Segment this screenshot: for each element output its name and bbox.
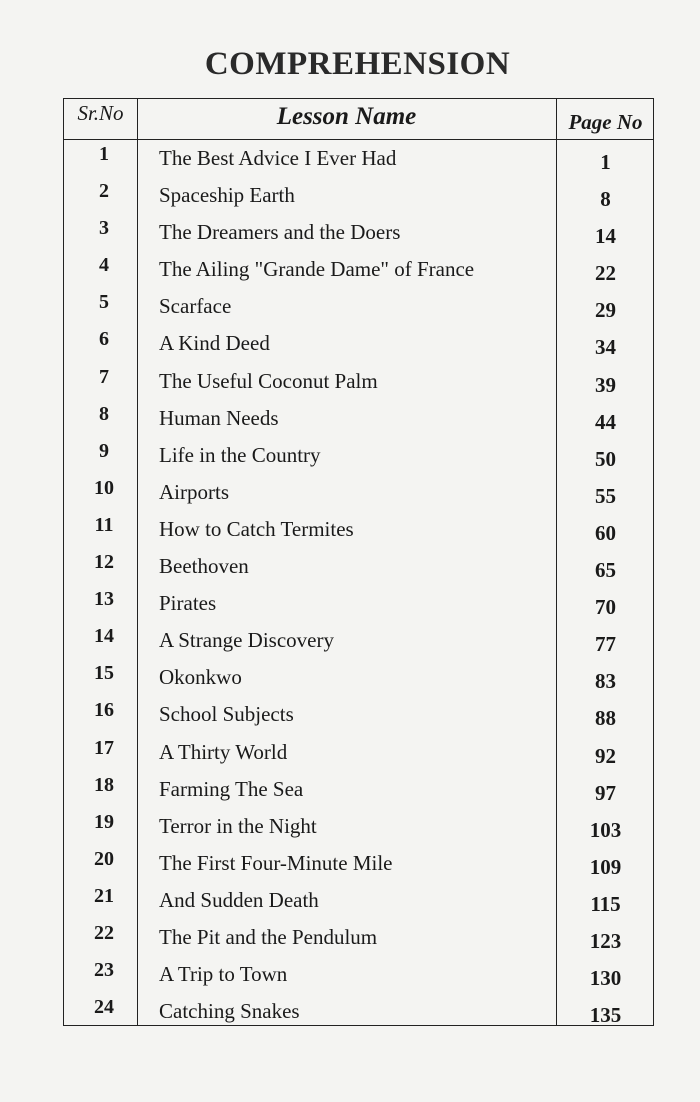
sr-no-cell: 24 bbox=[94, 996, 114, 1019]
table-row bbox=[64, 772, 653, 809]
sr-no-cell: 6 bbox=[99, 328, 109, 351]
table-row bbox=[64, 364, 653, 401]
table-row bbox=[64, 735, 653, 772]
page-no-cell: 29 bbox=[595, 298, 616, 323]
sr-no-cell: 2 bbox=[99, 180, 109, 203]
table-row bbox=[64, 178, 653, 215]
page-no-cell: 8 bbox=[600, 187, 611, 212]
lesson-name-cell: A Strange Discovery bbox=[159, 628, 334, 653]
sr-no-cell: 21 bbox=[94, 884, 114, 907]
table-row bbox=[64, 660, 653, 697]
lesson-name-cell: The Best Advice I Ever Had bbox=[159, 146, 397, 170]
lesson-name-cell: The Useful Coconut Palm bbox=[159, 368, 378, 393]
sr-no-cell: 12 bbox=[94, 551, 114, 574]
table-row bbox=[64, 326, 653, 363]
header-divider bbox=[64, 139, 653, 140]
page-no-cell: 60 bbox=[595, 520, 616, 545]
table-row bbox=[64, 141, 653, 178]
page-no-cell: 77 bbox=[595, 632, 616, 657]
table-row bbox=[64, 883, 653, 920]
sr-no-cell: 22 bbox=[94, 921, 114, 944]
sr-no-cell: 11 bbox=[94, 513, 114, 536]
table-row bbox=[64, 512, 653, 549]
table-row bbox=[64, 846, 653, 883]
header-page-no: Page No bbox=[568, 110, 643, 134]
lesson-name-cell: A Thirty World bbox=[159, 739, 288, 764]
lesson-table bbox=[63, 98, 654, 1026]
page-no-cell: 70 bbox=[595, 595, 616, 620]
lesson-name-cell: And Sudden Death bbox=[159, 887, 319, 912]
sr-no-cell: 16 bbox=[94, 699, 114, 722]
page-no-cell: 39 bbox=[595, 372, 616, 397]
sr-no-cell: 10 bbox=[94, 476, 114, 499]
page-no-cell: 88 bbox=[595, 706, 616, 731]
sr-no-cell: 17 bbox=[94, 736, 114, 759]
table-row bbox=[64, 252, 653, 289]
page-no-cell: 44 bbox=[595, 409, 616, 434]
page-no-cell: 14 bbox=[595, 224, 616, 249]
lesson-name-cell: Pirates bbox=[159, 591, 217, 616]
sr-no-cell: 8 bbox=[99, 402, 109, 425]
lesson-name-cell: Scarface bbox=[159, 294, 232, 319]
table-row bbox=[64, 697, 653, 734]
lesson-name-cell: Beethoven bbox=[159, 554, 249, 579]
lesson-name-cell: Human Needs bbox=[159, 405, 279, 430]
lesson-name-cell: How to Catch Termites bbox=[159, 516, 354, 541]
lesson-name-cell: Terror in the Night bbox=[159, 813, 317, 838]
lesson-name-cell: Spaceship Earth bbox=[159, 183, 295, 208]
page-no-cell: 115 bbox=[590, 891, 621, 916]
page-no-cell: 22 bbox=[595, 261, 616, 286]
lesson-name-cell: Airports bbox=[159, 479, 229, 504]
header-lesson-name: Lesson Name bbox=[276, 103, 417, 130]
lesson-rows bbox=[64, 141, 653, 1031]
sr-no-cell: 7 bbox=[99, 365, 109, 388]
lesson-name-cell: The Pit and the Pendulum bbox=[159, 924, 378, 949]
sr-no-cell: 18 bbox=[94, 773, 114, 796]
page-no-cell: 50 bbox=[595, 446, 616, 471]
page-no-cell: 34 bbox=[595, 335, 616, 360]
lesson-name-cell: The Ailing "Grande Dame" of France bbox=[159, 257, 475, 282]
page-no-cell: 1 bbox=[600, 150, 611, 174]
page-no-cell: 103 bbox=[589, 817, 622, 842]
page-no-cell: 92 bbox=[595, 743, 616, 768]
sr-no-cell: 15 bbox=[94, 662, 114, 685]
lesson-name-cell: Okonkwo bbox=[159, 665, 242, 690]
table-row bbox=[64, 401, 653, 438]
table-row bbox=[64, 475, 653, 512]
table-row bbox=[64, 920, 653, 957]
sr-no-cell: 3 bbox=[99, 217, 109, 240]
table-row bbox=[64, 289, 653, 326]
table-row bbox=[64, 586, 653, 623]
sr-no-cell: 1 bbox=[99, 143, 109, 165]
sr-no-cell: 23 bbox=[94, 959, 114, 982]
page-title: COMPREHENSION bbox=[204, 46, 511, 82]
page-no-cell: 130 bbox=[589, 966, 622, 991]
page-no-cell: 135 bbox=[589, 1003, 622, 1028]
lesson-name-cell: The First Four-Minute Mile bbox=[159, 850, 393, 875]
sr-no-cell: 20 bbox=[94, 847, 114, 870]
lesson-name-cell: Life in the Country bbox=[159, 442, 321, 467]
table-row bbox=[64, 438, 653, 475]
lesson-name-cell: Farming The Sea bbox=[159, 776, 304, 801]
table-row bbox=[64, 994, 653, 1031]
table-row bbox=[64, 215, 653, 252]
lesson-name-cell: A Kind Deed bbox=[159, 331, 270, 356]
lesson-name-cell: School Subjects bbox=[159, 702, 294, 727]
page-no-cell: 55 bbox=[595, 483, 616, 508]
sr-no-cell: 13 bbox=[94, 588, 114, 611]
page-no-cell: 123 bbox=[589, 928, 622, 953]
lesson-name-cell: Catching Snakes bbox=[159, 999, 300, 1024]
table-row bbox=[64, 549, 653, 586]
lesson-name-cell: The Dreamers and the Doers bbox=[159, 220, 401, 245]
sr-no-cell: 14 bbox=[94, 625, 114, 648]
table-row bbox=[64, 957, 653, 994]
table-row bbox=[64, 809, 653, 846]
sr-no-cell: 4 bbox=[99, 254, 109, 277]
sr-no-cell: 5 bbox=[99, 291, 109, 314]
sr-no-cell: 9 bbox=[99, 439, 109, 462]
page-no-cell: 109 bbox=[589, 854, 622, 879]
page-no-cell: 83 bbox=[595, 669, 616, 694]
header-sr-no: Sr.No bbox=[77, 101, 124, 125]
page-no-cell: 97 bbox=[595, 780, 616, 805]
page-no-cell: 65 bbox=[595, 558, 616, 583]
sr-no-cell: 19 bbox=[94, 810, 114, 833]
lesson-name-cell: A Trip to Town bbox=[159, 962, 288, 987]
table-row bbox=[64, 623, 653, 660]
